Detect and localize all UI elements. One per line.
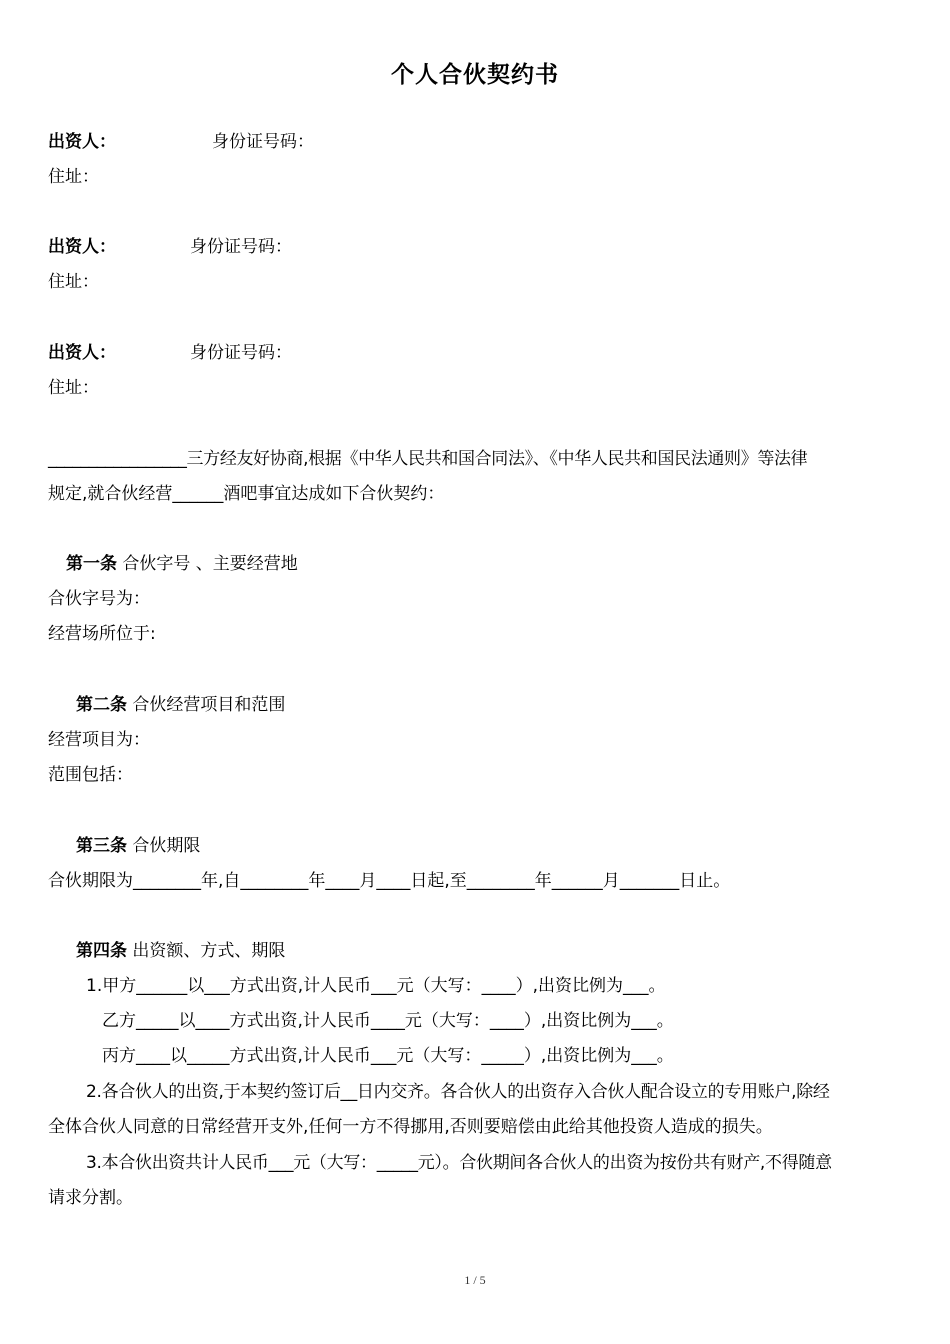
article-2-line: 经营项目为： xyxy=(48,730,150,750)
article-4-line: 请求分割。 xyxy=(48,1188,133,1208)
investor-3-address: 住址： xyxy=(48,378,99,398)
article-number: 第四条 xyxy=(76,941,127,961)
page-number: 1 / 5 xyxy=(464,1273,486,1287)
article-3-line: 合伙期限为________年,自________年____月____日起,至________年______月_______日止。 xyxy=(48,871,731,891)
article-4-line: 乙方_____以____方式出资,计人民币____元（大写：____）,出资比例为___。 xyxy=(102,1011,674,1031)
investor-label: 出资人： xyxy=(48,343,116,363)
article-2-heading xyxy=(76,693,902,717)
id-number-label: 身份证号码： xyxy=(190,237,292,257)
intro-line-1: _________________三方经友好协商,根据《中华人民共和国合同法》、《中华人民共和国民法通则》等法律 xyxy=(48,449,808,469)
article-4-heading xyxy=(76,939,902,963)
investor-3-row xyxy=(48,341,902,365)
article-number: 第三条 xyxy=(76,836,127,856)
investor-2-address: 住址： xyxy=(48,272,99,292)
article-1-line: 合伙字号为： xyxy=(48,589,150,609)
article-4-line: 丙方____以_____方式出资,计人民币___元（大写：_____）,出资比例为___。 xyxy=(102,1046,674,1066)
article-title: 合伙字号 、主要经营地 xyxy=(122,554,298,574)
article-3-heading xyxy=(76,834,902,858)
investor-label: 出资人： xyxy=(48,132,116,152)
article-title: 出资额、方式、期限 xyxy=(132,941,286,961)
article-4-line: 2.各合伙人的出资,于本契约签订后__日内交齐。各合伙人的出资存入合伙人配合设立的专用账户,除经 xyxy=(86,1082,830,1102)
article-number: 第一条 xyxy=(66,554,117,574)
intro-line-2: 规定,就合伙经营______酒吧事宜达成如下合伙契约： xyxy=(48,484,445,504)
investor-1-row xyxy=(48,130,902,154)
article-4-line: 3.本合伙出资共计人民币___元（大写：_____元）。合伙期间各合伙人的出资为按份共有财产,不得随意 xyxy=(86,1153,832,1173)
article-number: 第二条 xyxy=(76,695,127,715)
article-1-heading xyxy=(66,552,902,576)
article-2-line: 范围包括： xyxy=(48,765,133,785)
id-number-label: 身份证号码： xyxy=(212,132,314,152)
investor-label: 出资人： xyxy=(48,237,116,257)
article-4-line: 全体合伙人同意的日常经营开支外,任何一方不得挪用,否则要赔偿由此给其他投资人造成的损失。 xyxy=(48,1117,773,1137)
article-title: 合伙期限 xyxy=(132,836,201,856)
article-4-line: 1.甲方______以___方式出资,计人民币___元（大写：____）,出资比例为___。 xyxy=(86,976,666,996)
article-1-line: 经营场所位于: xyxy=(48,624,156,644)
investor-1-address: 住址： xyxy=(48,167,99,187)
investor-2-row xyxy=(48,235,902,259)
id-number-label: 身份证号码： xyxy=(190,343,292,363)
document-title: 个人合伙契约书 xyxy=(391,62,559,88)
article-title: 合伙经营项目和范围 xyxy=(132,695,286,715)
